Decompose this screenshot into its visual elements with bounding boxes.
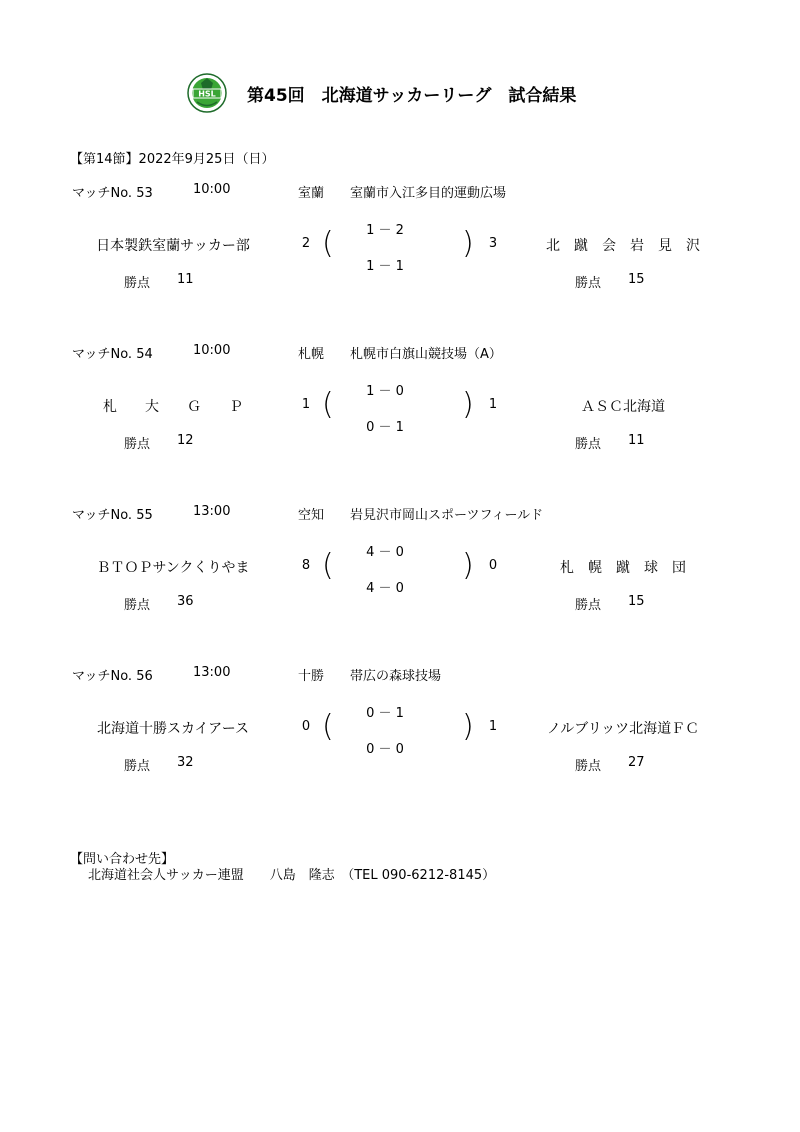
- match-number: マッチNo. 55: [72, 508, 153, 523]
- contact-heading: 【問い合わせ先】: [70, 852, 175, 867]
- away-points: 27: [628, 755, 645, 770]
- home-score: 8: [301, 558, 311, 573]
- match-area: 十勝: [298, 669, 325, 684]
- away-points-label: 勝点: [575, 598, 602, 613]
- left-paren: (: [322, 548, 334, 583]
- home-points-label: 勝点: [124, 598, 151, 613]
- round-date: 【第14節】2022年9月25日（日）: [70, 152, 275, 167]
- match-venue: 岩見沢市岡山スポーツフィールド: [350, 508, 544, 523]
- match-time: 13:00: [193, 504, 231, 519]
- home-points-label: 勝点: [124, 437, 151, 452]
- match-area: 室蘭: [298, 186, 325, 201]
- left-paren: (: [322, 226, 334, 261]
- home-points: 36: [177, 594, 194, 609]
- home-score: 0: [301, 719, 311, 734]
- away-team: 札 幌 蹴 球 団: [560, 560, 686, 576]
- home-team: 日本製鉄室蘭サッカー部: [96, 238, 250, 254]
- home-score: 2: [301, 236, 311, 251]
- first-half-score: 1 － 0: [366, 384, 404, 399]
- logo-text: HSL: [198, 89, 216, 99]
- home-team: ＢＴＯＰサンクくりやま: [96, 560, 250, 576]
- away-score: 3: [488, 236, 498, 251]
- match-time: 10:00: [193, 343, 231, 358]
- away-points-label: 勝点: [575, 759, 602, 774]
- match-venue: 帯広の森球技場: [350, 669, 442, 684]
- away-team: 北 蹴 会 岩 見 沢: [546, 238, 700, 254]
- match-number: マッチNo. 56: [72, 669, 153, 684]
- home-points: 11: [177, 272, 194, 287]
- home-points-label: 勝点: [124, 759, 151, 774]
- away-points: 11: [628, 433, 645, 448]
- home-team: 北海道十勝スカイアース: [96, 721, 250, 737]
- right-paren: ): [462, 548, 474, 583]
- first-half-score: 1 － 2: [366, 223, 404, 238]
- away-score: 0: [488, 558, 498, 573]
- right-paren: ): [462, 226, 474, 261]
- right-paren: ): [462, 387, 474, 422]
- second-half-score: 0 － 0: [366, 742, 404, 757]
- second-half-score: 0 － 1: [366, 420, 404, 435]
- away-points: 15: [628, 272, 645, 287]
- left-paren: (: [322, 709, 334, 744]
- away-score: 1: [488, 719, 498, 734]
- match-area: 札幌: [298, 347, 325, 362]
- first-half-score: 0 － 1: [366, 706, 404, 721]
- left-paren: (: [322, 387, 334, 422]
- away-team: ＡＳＣ北海道: [581, 399, 665, 415]
- contact-line: 北海道社会人サッカー連盟 八島 隆志 （TEL 090-6212-8145）: [88, 868, 496, 883]
- away-points: 15: [628, 594, 645, 609]
- page-title: 第45回 北海道サッカーリーグ 試合結果: [247, 86, 577, 106]
- away-points-label: 勝点: [575, 276, 602, 291]
- match-venue: 札幌市白旗山競技場（A）: [350, 347, 502, 362]
- home-points: 32: [177, 755, 194, 770]
- match-time: 10:00: [193, 182, 231, 197]
- home-points-label: 勝点: [124, 276, 151, 291]
- match-venue: 室蘭市入江多目的運動広場: [350, 186, 507, 201]
- match-time: 13:00: [193, 665, 231, 680]
- second-half-score: 4 － 0: [366, 581, 404, 596]
- first-half-score: 4 － 0: [366, 545, 404, 560]
- away-team: ノルブリッツ北海道ＦＣ: [546, 721, 700, 737]
- home-score: 1: [301, 397, 311, 412]
- away-points-label: 勝点: [575, 437, 602, 452]
- home-points: 12: [177, 433, 194, 448]
- home-team: 札 大 Ｇ Ｐ: [103, 399, 243, 415]
- match-number: マッチNo. 53: [72, 186, 153, 201]
- away-score: 1: [488, 397, 498, 412]
- hsl-logo: [187, 73, 227, 113]
- match-area: 空知: [298, 508, 325, 523]
- right-paren: ): [462, 709, 474, 744]
- second-half-score: 1 － 1: [366, 259, 404, 274]
- match-number: マッチNo. 54: [72, 347, 153, 362]
